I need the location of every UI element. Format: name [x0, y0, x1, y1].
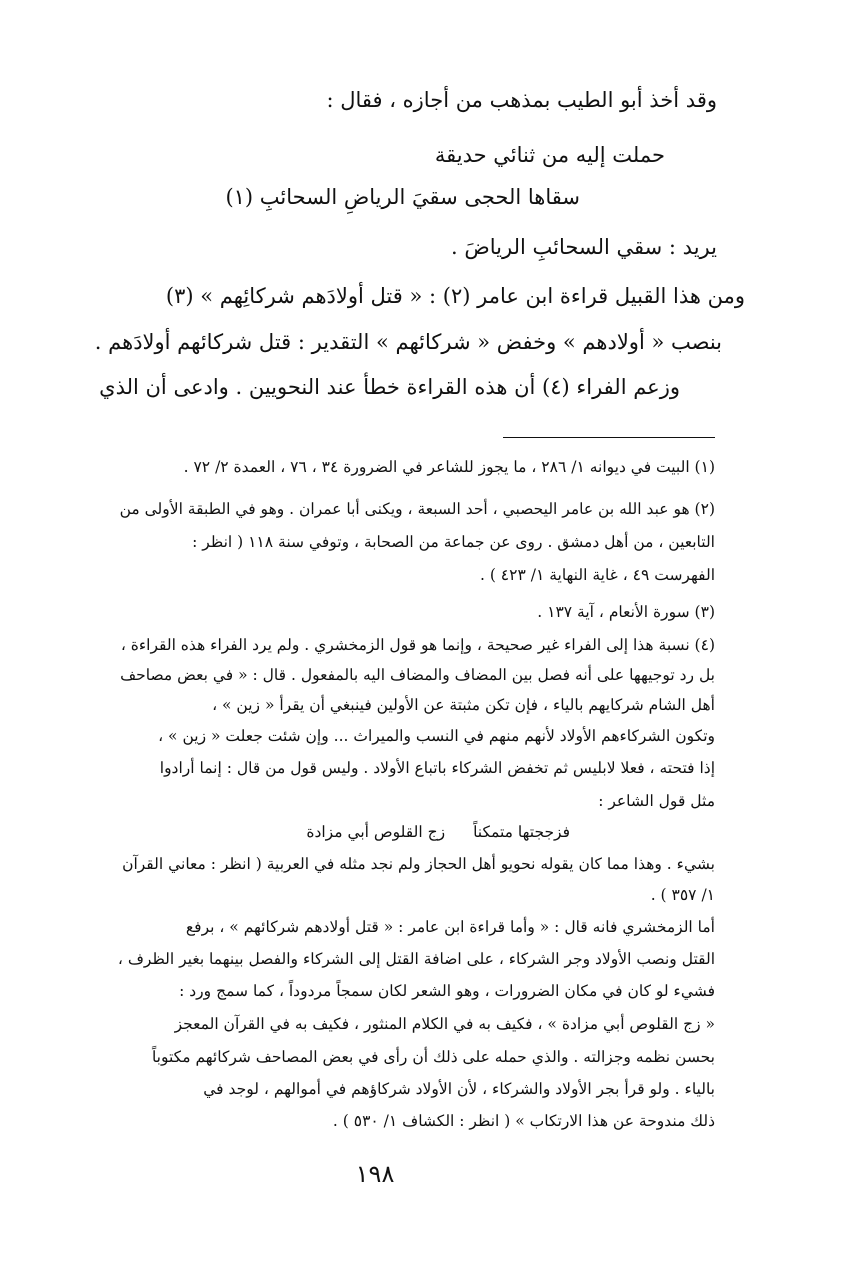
footnote-4-line-2: بل رد توجيهها على أنه فصل بين المضاف والمضاف اليه بالمفعول . قال : « في بعض مصاحف — [120, 666, 715, 684]
footnote-4-line-15: ذلك مندوحة عن هذا الارتكاب » ( انظر : الكشاف ١/ ٥٣٠ ) . — [332, 1112, 715, 1130]
footnote-2-line-3: الفهرست ٤٩ ، غاية النهاية ١/ ٤٢٣ ) . — [479, 566, 715, 584]
footnote-4-verse — [306, 823, 570, 841]
verse-line-1: حملت إليه من ثنائي حديقة — [434, 143, 665, 167]
footnote-4-line-5: إذا فتحته ، فعلا لابليس ثم تخفض الشركاء باتباع الأولاد . وليس قول من قال : إنما أرادوا — [159, 759, 715, 777]
footnote-4-line-9: أما الزمخشري فانه قال : « وأما قراءة ابن عامر : « قتل أولادهم شركائهم » ، برفع — [185, 918, 715, 936]
footnote-4-line-3: أهل الشام شركايهم بالياء ، فإن تكن مثبتة عن الأولين فينبغي أن يقرأ « زين » ، — [212, 696, 715, 714]
footnote-4-line-13: بحسن نظمه وجزالته . والذي حمله على ذلك أن رأى في بعض المصاحف شركائهم مكتوباً — [151, 1048, 715, 1066]
body-line-3: يريد : سقي السحائبِ الرياضَ . — [451, 235, 717, 259]
verse-line-2: سقاها الحجى سقيَ الرياضِ السحائبِ (١) — [225, 185, 580, 209]
footnote-4-line-10: القتل ونصب الأولاد وجر الشركاء ، على اضافة القتل إلى الشركاء والفصل بينهما بغير الظرف ، — [117, 950, 715, 968]
verse-hemistich-1: فزججتها متمكناً — [473, 823, 570, 841]
footnote-4-line-7: بشيء . وهذا مما كان يقوله نحويو أهل الحجاز ولم نجد مثله في العربية ( انظر : معاني القرآن — [122, 855, 715, 873]
footnote-4-line-6: مثل قول الشاعر : — [598, 792, 715, 810]
footnote-3: (٣) سورة الأنعام ، آية ١٣٧ . — [537, 603, 715, 621]
footnote-2-line-2: التابعين ، من أهل دمشق . روى عن جماعة من الصحابة ، وتوفي سنة ١١٨ ( انظر : — [192, 533, 715, 551]
verse-hemistich-2: زج القلوص أبي مزادة — [306, 823, 446, 841]
footnote-4-line-11: فشيء لو كان في مكان الضرورات ، وهو الشعر لكان سمجاً مردوداً ، كما سمج ورد : — [179, 982, 715, 1000]
footnote-4-line-8: ١/ ٣٥٧ ) . — [650, 886, 715, 904]
page-number: ١٩٨ — [355, 1160, 395, 1188]
footnote-4-line-12: « زج القلوص أبي مزادة » ، فكيف به في الكلام المنثور ، فكيف به في القرآن المعجز — [174, 1015, 715, 1033]
footnote-2-line-1: (٢) هو عبد الله بن عامر اليحصبي ، أحد السبعة ، ويكنى أبا عمران . وهو في الطبقة الأولى من — [119, 500, 715, 518]
footnote-4-line-4: وتكون الشركاءهم الأولاد لأنهم منهم في النسب والميراث ... وإن شئت جعلت « زين » ، — [158, 727, 715, 745]
footnote-4-line-1: (٤) نسبة هذا إلى الفراء غير صحيحة ، وإنما هو قول الزمخشري . ولم يرد الفراء هذه القراءة ، — [120, 636, 715, 654]
body-line-6: وزعم الفراء (٤) أن هذه القراءة خطأ عند النحويين . وادعى أن الذي — [99, 375, 680, 399]
footnote-1: (١) البيت في ديوانه ١/ ٢٨٦ ، ما يجوز للشاعر في الضرورة ٣٤ ، ٧٦ ، العمدة ٢/ ٧٢ . — [183, 458, 715, 476]
footnote-4-line-14: بالياء . ولو قرأ بجر الأولاد والشركاء ، لأن الأولاد شركاؤهم في أموالهم ، لوجد في — [203, 1080, 715, 1098]
footnote-separator — [503, 437, 715, 438]
body-line-5: بنصب « أولادهم » وخفض « شركائهم » التقدير : قتل شركائهم أولادَهم . — [94, 330, 722, 354]
body-line-4: ومن هذا القبيل قراءة ابن عامر (٢) : « قتل أولادَهم شركائِهم » (٣) — [165, 284, 745, 308]
body-line-1: وقد أخذ أبو الطيب بمذهب من أجازه ، فقال : — [326, 88, 717, 112]
